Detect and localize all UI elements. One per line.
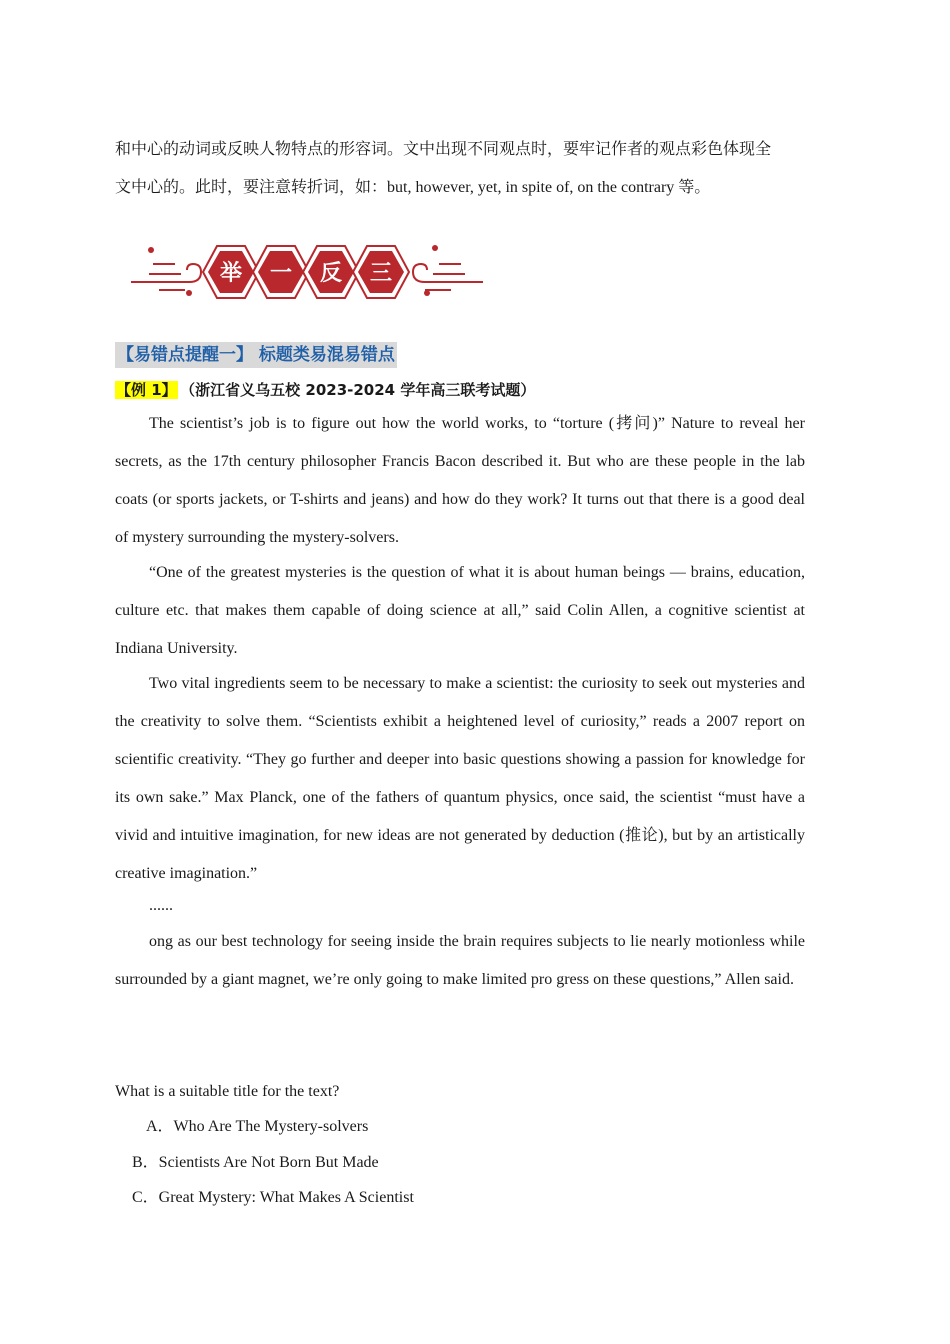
passage-paragraph-4: ong as our best technology for seeing inside the brain requires subjects to lie nearly motionless while surrounded by a giant magnet, we’re only going to make limited pro gress on these questions,” Allen said.: [115, 933, 805, 988]
intro-line-1: 和中心的动词或反映人物特点的形容词。文中出现不同观点时，要牢记作者的观点彩色体现全: [115, 141, 772, 158]
intro-paragraph: [115, 131, 805, 207]
left-cloud-decoration: [131, 264, 201, 290]
banner-graphic: [129, 232, 485, 312]
passage-ellipsis: ......: [149, 897, 173, 914]
reading-passage: [115, 405, 805, 999]
passage-paragraph-3: Two vital ingredients seem to be necessary to make a scientist: the curiosity to seek out mysteries and the creativity to solve them. “Scientists exhibit a heightened level of curiosity,” reads a 2007 report on scientific creativity. “They go further and deeper into basic questions showing a passion for knowledge for its own sake.” Max Planck, one of the fathers of quantum physics, once said, the scientist “must have a vivid and intuitive imagination, for new ideas are not generated by deduction (推论), but by an artistically creative imagination.”: [115, 675, 805, 882]
option-a: A．Who Are The Mystery-solvers: [146, 1118, 369, 1135]
banner-char-1: 举: [219, 261, 243, 286]
question-stem: What is a suitable title for the text?: [115, 1083, 340, 1100]
example-label: [115, 378, 535, 403]
banner-char-4: 三: [369, 261, 393, 286]
banner-char-3: 反: [319, 261, 343, 286]
example-tag: 【例 1】: [116, 381, 177, 399]
example-source: （浙江省义乌五校 2023-2024 学年高三联考试题）: [187, 381, 536, 399]
option-c: C．Great Mystery: What Makes A Scientist: [132, 1189, 414, 1206]
right-cloud-decoration: [413, 264, 483, 290]
banner-char-2: 一: [269, 261, 293, 286]
passage-paragraph-1: The scientist’s job is to figure out how the world works, to “torture (拷问)” Nature to reveal her secrets, as the 17th century philosopher Francis Bacon described it. But who are these people in the lab coats (or sports jackets, or T-shirts and jeans) and how do they work? It turns out that there is a good deal of mystery surrounding the mystery-solvers.: [115, 415, 805, 546]
section-heading: 【易错点提醒一】 标题类易混易错点: [115, 342, 397, 368]
passage-paragraph-2: “One of the greatest mysteries is the question of what it is about human beings — brains, education, culture etc. that makes them capable of doing science at all,” said Colin Allen, a cognitive scientist at Indiana University.: [115, 564, 805, 657]
intro-line-2: 文中心的。此时，要注意转折词，如：but, however, yet, in spite of, on the contrary 等。: [115, 179, 711, 196]
option-b: B．Scientists Are Not Born But Made: [132, 1154, 379, 1171]
